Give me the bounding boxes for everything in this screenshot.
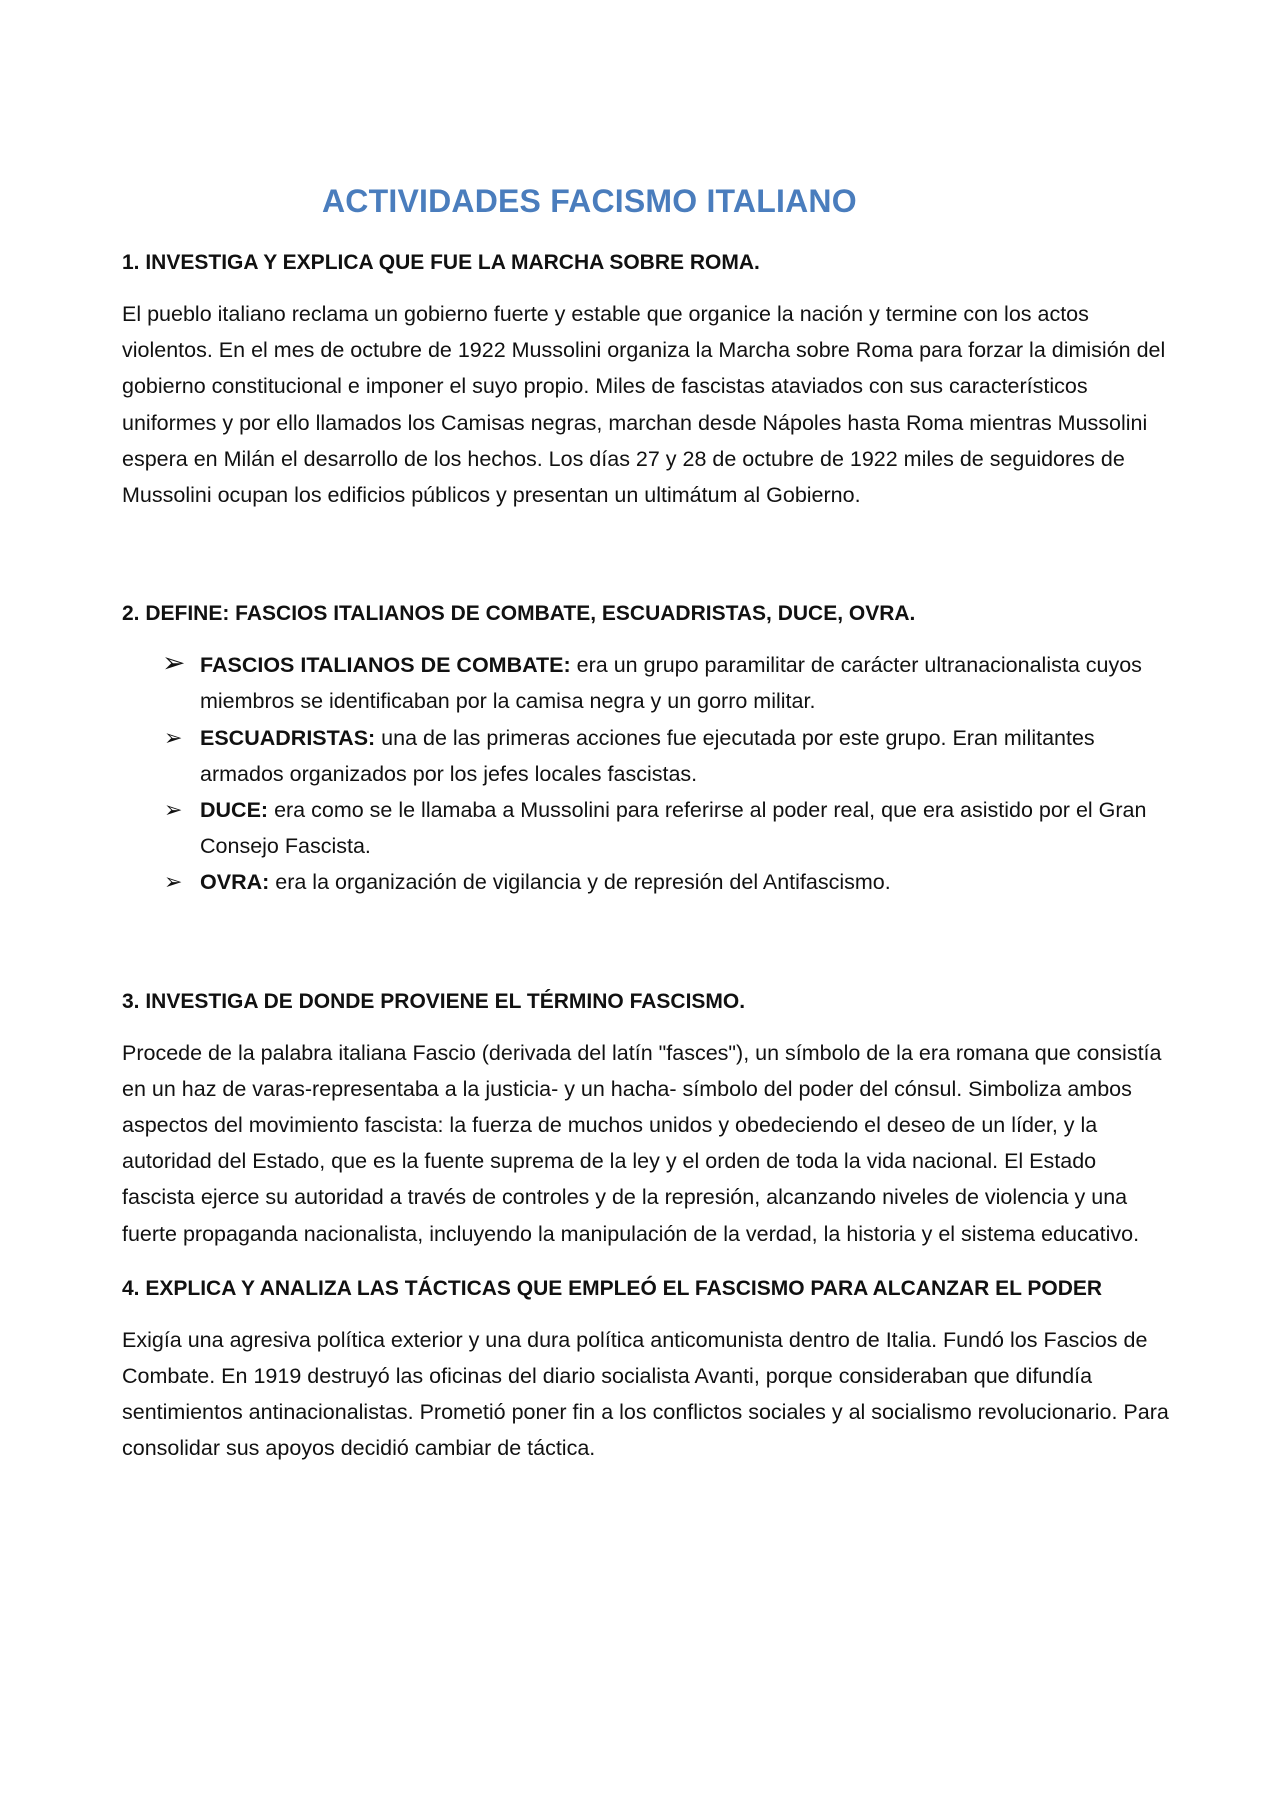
list-item [164,720,1172,792]
term-fascios: FASCIOS ITALIANOS DE COMBATE: [200,653,571,678]
definition-ovra: era la organización de vigilancia y de represión del Antifascismo. [269,870,891,895]
document-title: ACTIVIDADES FACISMO ITALIANO [322,183,857,219]
spacer [122,901,1172,987]
question-3-answer: Procede de la palabra italiana Fascio (derivada del latín "fasces"), un símbolo de la era romana que consistía en un haz de varas-representaba a la justicia- y un hacha- símbolo del poder del cónsul. Simboliza ambos aspectos del movimiento fascista: la fuerza de muchos unidos y obedeciendo el deseo de un líder, y la autoridad del Estado, que es la fuente suprema de la ley y el orden de toda la vida nacional. El Estado fascista ejerce su autoridad a través de controles y de la represión, alcanzando niveles de violencia y una fuerte propaganda nacionalista, incluyendo la manipulación de la verdad, la historia y el sistema educativo. [122,1040,1162,1246]
term-ovra: OVRA: [200,870,270,895]
definition-escuadristas: una de las primeras acciones fue ejecutada por este grupo. Eran militantes armados organizados por los jefes locales fascistas. [200,725,1095,786]
question-4-heading: 4. EXPLICA Y ANALIZA LAS TÁCTICAS QUE EMPLEÓ EL FASCISMO PARA ALCANZAR EL PODER [122,1276,1103,1300]
document-body [122,178,1172,1467]
question-4-answer: Exigía una agresiva política exterior y una dura política anticomunista dentro de Italia. Fundó los Fascios de Combate. En 1919 destruyó las oficinas del diario socialista Avanti, porque consideraban que difundía sentimientos antinacionalistas. Prometió poner fin a los conflictos sociales y al socialismo revolucionario. Para consolidar sus apoyos decidió cambiar de táctica. [122,1327,1169,1461]
list-item [164,864,1172,900]
term-duce: DUCE: [200,798,269,823]
arrowhead-bullet-icon: ➢ [164,869,183,895]
arrowhead-bullet-icon: ➢ [164,724,183,750]
arrowhead-bullet-icon: ➢ [162,647,186,679]
spacer [122,513,1172,599]
question-1-answer: El pueblo italiano reclama un gobierno fuerte y estable que organice la nación y termine con los actos violentos. En el mes de octubre de 1922 Mussolini organiza la Marcha sobre Roma para forzar la dimisión del gobierno constitucional e imponer el suyo propio. Miles de fascistas ataviados con sus característicos uniformes y por ello llamados los Camisas negras, marchan desde Nápoles hasta Roma mientras Mussolini espera en Milán el desarrollo de los hechos. Los días 27 y 28 de octubre de 1922 miles de seguidores de Mussolini ocupan los edificios públicos y presentan un ultimátum al Gobierno. [122,302,1166,508]
arrowhead-bullet-icon: ➢ [164,797,183,823]
question-1-heading: 1. INVESTIGA Y EXPLICA QUE FUE LA MARCHA SOBRE ROMA. [122,251,760,274]
definition-duce: era como se le llamaba a Mussolini para referirse al poder real, que era asistido por el Gran Consejo Fascista. [200,798,1147,859]
definitions-list [122,647,1172,900]
term-escuadristas: ESCUADRISTAS: [200,725,376,750]
definition-fascios: era un grupo paramilitar de carácter ultranacionalista cuyos miembros se identificaban por la camisa negra y un gorro militar. [200,653,1142,714]
list-item [162,647,1172,719]
list-item [164,792,1172,864]
spacer [122,1252,1172,1274]
question-3-heading: 3. INVESTIGA DE DONDE PROVIENE EL TÉRMINO FASCISMO. [122,989,746,1013]
question-2-heading: 2. DEFINE: FASCIOS ITALIANOS DE COMBATE, ESCUADRISTAS, DUCE, OVRA. [122,602,916,626]
